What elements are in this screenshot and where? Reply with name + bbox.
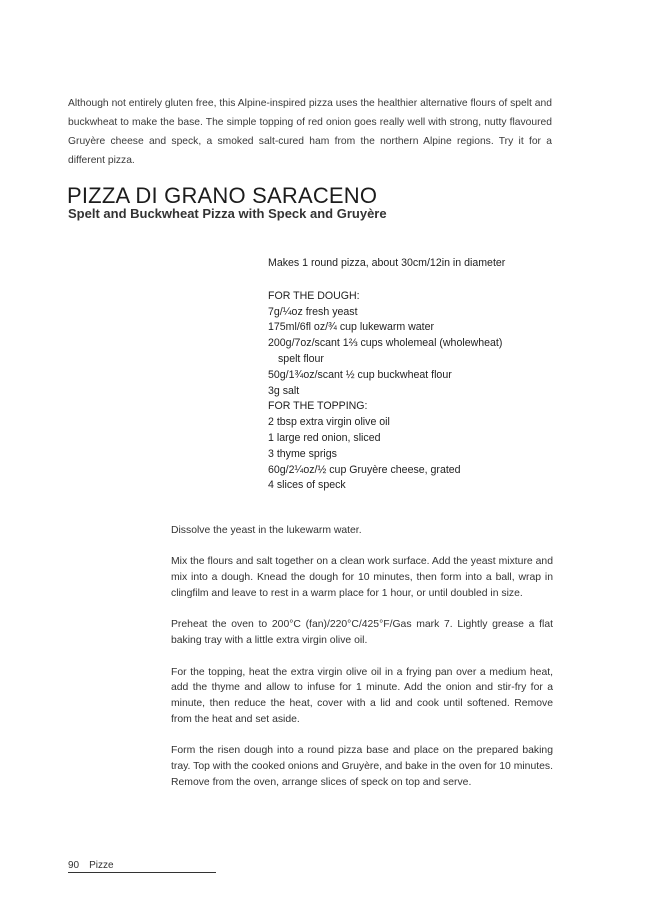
topping-heading: FOR THE TOPPING: bbox=[268, 400, 368, 413]
ingredient-item: 50g/1¾oz/scant ½ cup buckwheat flour bbox=[268, 368, 452, 381]
yield-line: Makes 1 round pizza, about 30cm/12in in diameter bbox=[268, 257, 506, 269]
ingredient-item: 1 large red onion, sliced bbox=[268, 431, 381, 444]
section-name: Pizze bbox=[89, 860, 114, 871]
ingredient-item: 200g/7oz/scant 1⅔ cups wholemeal (wholewheat) bbox=[268, 337, 503, 350]
dough-heading: FOR THE DOUGH: bbox=[268, 289, 360, 302]
method-step: Preheat the oven to 200°C (fan)/220°C/425°F/Gas mark 7. Lightly grease a flat baking tray with a little extra virgin olive oil. bbox=[171, 619, 553, 647]
intro-paragraph: Although not entirely gluten free, this Alpine-inspired pizza uses the healthier alternative flours of spelt and buckwheat to make the base. The simple topping of red onion goes really well with strong, nutty flavoured Gruyère cheese and speck, a smoked salt-cured ham from the northern Alpine regions. Try it for a different pizza. bbox=[68, 98, 552, 166]
recipe-subtitle: Spelt and Buckwheat Pizza with Speck and Gruyère bbox=[68, 206, 387, 221]
ingredient-item: 4 slices of speck bbox=[268, 479, 346, 492]
method-step: Form the risen dough into a round pizza base and place on the prepared baking tray. Top with the cooked onions and Gruyère, and bake in the oven for 10 minutes. Remove from the oven, arrange slices of speck on top and serve. bbox=[171, 745, 553, 788]
page-number: 90 bbox=[68, 860, 80, 871]
dough-ingredient-list bbox=[268, 305, 568, 400]
method-step: Mix the flours and salt together on a clean work surface. Add the yeast mixture and mix into a dough. Knead the dough for 10 minutes, then form into a ball, wrap in clingfilm and leave to rest in a warm place for 1 hour, or until doubled in size. bbox=[171, 556, 553, 599]
method-step: Dissolve the yeast in the lukewarm water. bbox=[171, 525, 362, 536]
ingredients-panel bbox=[268, 256, 568, 494]
method-section bbox=[171, 523, 553, 806]
ingredient-item: 7g/¼oz fresh yeast bbox=[268, 305, 358, 318]
ingredient-item: 3g salt bbox=[268, 384, 300, 397]
topping-ingredient-list bbox=[268, 415, 568, 494]
page-footer bbox=[68, 860, 216, 873]
recipe-title: PIZZA DI GRANO SARACENO bbox=[67, 183, 378, 208]
ingredient-item: 2 tbsp extra virgin olive oil bbox=[268, 416, 390, 429]
ingredient-item: spelt flour bbox=[278, 352, 324, 365]
ingredient-item: 175ml/6fl oz/¾ cup lukewarm water bbox=[268, 321, 435, 334]
ingredient-item: 3 thyme sprigs bbox=[268, 447, 337, 460]
ingredient-item: 60g/2¼oz/½ cup Gruyère cheese, grated bbox=[268, 463, 461, 476]
method-step: For the topping, heat the extra virgin olive oil in a frying pan over a medium heat, add the thyme and allow to infuse for 1 minute. Add the onion and stir-fry for a minute, then reduce the heat, cover with a lid and cook until softened. Remove from the heat and set aside. bbox=[171, 666, 553, 725]
